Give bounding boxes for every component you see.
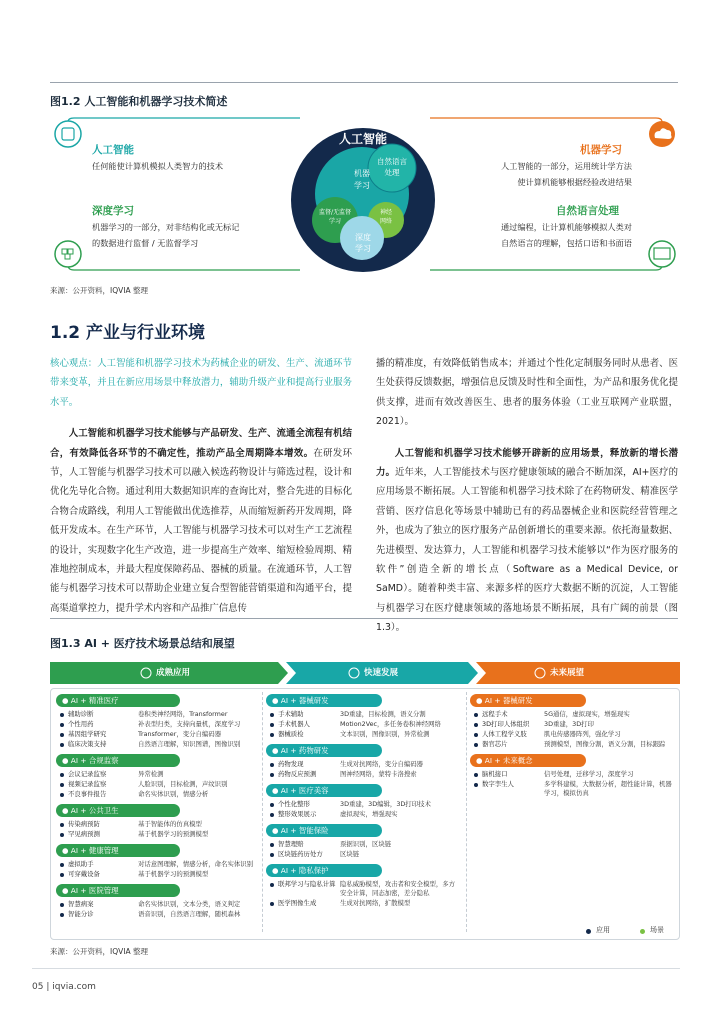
bullet [270,902,274,906]
scenario-name: 罕见病预测 [68,830,100,838]
section-title: 1.2 产业与行业环境 [50,323,206,343]
category-future-1: ● AI + 未来概念 [470,754,586,767]
bullet [270,813,274,817]
left-column [50,354,352,618]
scenario-name: 器官芯片 [482,740,508,748]
legend-scene-dot [640,929,645,934]
scenario-name: 脑机接口 [482,770,508,778]
scenario-row [474,770,670,779]
connector-ai [68,118,300,130]
category-fast-2: ● AI + 医疗美容 [266,784,382,797]
bullet [60,863,64,867]
scenario-row [270,850,466,859]
scenario-tech: 5G通信，虚拟现实，增强现实 [544,710,630,718]
scenario-tech: 肌电传感器阵列，强化学习 [544,730,621,738]
category-future-0: ● AI + 器械研发 [470,694,586,707]
scenario-row [60,830,256,839]
scenario-row [270,730,466,739]
connector-ml [430,118,662,130]
right-paragraph-body: 近年来，人工智能技术与医疗健康领域的融合不断加深，AI+医疗的应用场景不断拓展。人工智能和机器学习技术除了在药物研发、精准医学营销、医疗信息化等场景中辅助已有的药品器械企业和医院经营管理之外，也成为了独立的医疗服务产品创新增长的重要来源。依托海量数据、先进模型、发达算力，人工智能和机器学习技术能够以“作为医疗服务的软件”创造全新的增长点（Software as a Medical Device, or SaMD）。随着种类丰富、来源多样的医疗大数据不断的沉淀，人工智能与机器学习在医疗健康领域的落地场景不断拓展，具有广阔的前景（图 1.3）。 [376,467,678,634]
dl-desc-2: 的数据进行监督 / 无监督学习 [92,238,199,248]
monitor-icon [649,241,675,267]
bullet [270,853,274,857]
ml-desc-2: 使计算机能够根据经验改进结果 [517,177,632,187]
scenario-row [474,710,670,719]
scenario-row [60,730,256,739]
scenario-tech: 3D重建，3D打印 [544,720,594,728]
scenario-name: 联邦学习与隐私计算 [278,880,336,888]
bullet [60,733,64,737]
category-fast-0: ● AI + 器械研发 [266,694,382,707]
scenario-name: 虚拟助手 [68,860,94,868]
scenario-row [474,780,670,798]
bullet [474,713,478,717]
figure-1-3-title: 图1.3 AI + 医疗技术场景总结和展望 [50,637,235,650]
scenario-row [60,740,256,749]
scenario-tech: 信号处理，迁移学习，深度学习 [544,770,634,778]
scenario-name: 个性化整形 [278,800,310,808]
bullet [270,713,274,717]
bullet [60,913,64,917]
bullet [60,903,64,907]
category-fast-1: ● AI + 药物研发 [266,744,382,757]
scenario-row [270,840,466,849]
bullet [60,723,64,727]
top-rule [50,82,678,83]
bullet [60,823,64,827]
scenario-tech: 命名实体识别，文本分类，语义判定 [138,900,241,908]
figure-1-2-title: 图1.2 人工智能和机器学习技术简述 [50,95,228,108]
center-title: 人工智能 [338,132,387,146]
legend-app-dot [586,929,591,934]
left-paragraph-body: 在研发环节，人工智能与机器学习技术可以融入候选药物设计与筛选过程，设计和优化先导化合物。通过利用大数据知识库的查询比对，整合先进的目标化合物合成路线，利用人工智能做出优选推荐，从而缩短新药开发周期，降低开发成本。在生产环节，人工智能与机器学习技术可以对生产工艺流程的设计，实现数字化生产改造，进一步提高生产效率、缩短检验周期、精准地控制成本，并最大程度保障药品、器械的质量。在流通环节，人工智能与机器学习技术可以帮助企业建立复合型智能营销渠道和沟通平台，提高渠道掌控力，提升学术内容和产品推广信息传 [50,447,352,614]
bullet [60,873,64,877]
scenario-row [270,899,466,908]
stage3-label: 未来展望 [550,668,585,678]
right-paragraph-2 [376,444,678,638]
mature-column [56,692,260,936]
scenario-name: 整形效果展示 [278,810,317,818]
scenario-name: 数字孪生人 [482,780,514,788]
scenario-tech: 区块链 [340,850,360,858]
nlp-title: 自然语言处理 [556,205,619,217]
scenario-name: 会议记录监察 [68,770,107,778]
scenario-tech: 基于机器学习的预测模型 [138,830,209,838]
right-paragraph-lead: 人工智能和机器学习技术能够开辟新的应用场景，释放新的增长潜力。 [376,447,678,479]
divider-1 [262,692,263,932]
dl-desc-1: 机器学习的一部分，对非结构化或无标记 [92,222,240,232]
right-column [376,354,678,638]
scenario-tech: 3D重建，目标检测，语义分割 [340,710,426,718]
scenario-name: 智能分诊 [68,910,94,918]
bullet [270,883,274,887]
fig12-source: 来源：公开资料，IQVIA 整理 [50,286,148,295]
scenario-name: 临床决策支持 [68,740,107,748]
scenario-row [60,820,256,829]
bubble-supervised: 监督/无监督 学习 [318,209,352,225]
bullet [474,783,478,787]
right-paragraph-1: 播的精准度，有效降低销售成本；并通过个性化定制服务同时从患者、医生处获得反馈数据，增强信息反馈及时性和全面性，为产品和服务优化提供支撑，进而有效改善医生、患者的服务体验（工业互联网产业联盟，2021）。 [376,358,678,428]
scenario-tech: Motion2Vec，多任务卷积神经网络 [340,720,441,728]
scenario-tech: 异常检测 [138,770,164,778]
scenario-tech: 生成对抗网络，扩散模型 [340,899,411,907]
scenario-tech: 语音识别，自然语言理解，随机森林 [138,910,241,918]
nlp-desc-2: 自然语言的理解，包括口语和书面语 [500,238,632,248]
scenario-name: 医学图像生成 [278,899,317,907]
page-footer: 05 | iqvia.com [32,982,96,992]
scenario-row [474,730,670,739]
scenario-row [474,740,670,749]
scenario-tech: 基于机器学习的预测模型 [138,870,209,878]
connector-nlp [430,250,662,270]
scenario-row [60,900,256,909]
footer-rule [32,968,680,969]
bullet [60,713,64,717]
stage1-label: 成熟应用 [156,668,191,678]
scenario-row [270,760,466,769]
scenario-row [270,710,466,719]
scenario-name: 智慧理赔 [278,840,304,848]
bullet [474,733,478,737]
scenario-tech: Transformer，变分自编码器 [138,730,222,738]
scenario-row [60,710,256,719]
ai-desc: 任何能使计算机模拟人类智力的技术 [92,161,224,171]
fig13-source: 来源：公开资料，IQVIA 整理 [50,947,148,956]
left-paragraph-lead: 人工智能和机器学习技术能够与产品研发、生产、流通全流程有机结合，有效降低各环节的不确定性，推动产品全周期降本增效。 [50,428,352,459]
scenario-row [60,860,256,869]
scenario-row [270,810,466,819]
scenario-tech: 预测模型，图像分割，语义分割，目标跟踪 [544,740,666,748]
scenario-name: 区块链药历处方 [278,850,323,858]
scenario-row [270,720,466,729]
ml-desc-1: 人工智能的一部分，运用统计学方法 [500,161,632,171]
category-mature-4: ● AI + 医院管理 [56,884,180,897]
bullet [270,803,274,807]
scenario-name: 智慧病案 [68,900,94,908]
scenario-tech: 3D重建，3D编辑，3D打印技术 [340,800,431,808]
mid-rule [50,618,678,619]
category-mature-0: ● AI + 精准医疗 [56,694,180,707]
bubble-nlp: 自然语言 处理 [377,157,407,177]
scenario-row [60,780,256,789]
scenario-name: 远程手术 [482,710,508,718]
scenario-tech: 生成对抗网络，变分自编码器 [340,760,424,768]
bullet [60,833,64,837]
bubble-nn: 神经 网络 [379,209,392,225]
scenario-name: 传染病预防 [68,820,100,828]
scenario-name: 手术辅助 [278,710,304,718]
bullet [60,783,64,787]
category-fast-4: ● AI + 隐私保护 [266,864,382,877]
bubble-dl: 深度 学习 [355,233,371,253]
scenario-name: 基因组学研究 [68,730,107,738]
scenario-tech: 基于智能体的仿真模型 [138,820,202,828]
bullet [60,793,64,797]
stage2-label: 快速发展 [364,668,399,678]
bullet [270,723,274,727]
bullet [474,773,478,777]
scenario-name: 人体工程学义肢 [482,730,527,738]
scenario-tech: 自然语言理解，知识图谱，图像识别 [138,740,241,748]
scenario-name: 可穿戴设备 [68,870,100,878]
scenario-name: 手术机器人 [278,720,310,728]
scenario-row [270,800,466,809]
key-point: 核心观点：人工智能和机器学习技术为药械企业的研发、生产、流通环节带来变革，并且在新应用场景中释放潜力，辅助升级产业和提高行业服务水平。 [50,358,352,408]
scenario-name: 药物发现 [278,760,304,768]
scenario-row [270,770,466,779]
scenario-row [60,910,256,919]
scenario-tech: 隐私威胁模型，攻击者和安全模型，多方安全计算，同态加密，差分隐私 [340,880,456,897]
category-mature-3: ● AI + 健康管理 [56,844,180,857]
fast-column [266,692,462,936]
scenario-name: 3D打印人体组织 [482,720,530,728]
future-column [470,692,676,936]
left-paragraph [50,424,352,618]
dl-title: 深度学习 [92,205,134,217]
scenario-tech: 票据识别，区块链 [340,840,392,848]
bullet [270,773,274,777]
scenario-tech: 对话意图理解，情感分析，命名实体识别 [138,860,254,868]
scenario-name: 个性用药 [68,720,94,728]
bullet [270,843,274,847]
bullet [60,743,64,747]
category-mature-2: ● AI + 公共卫生 [56,804,180,817]
ml-title: 机器学习 [580,144,622,156]
bullet [60,773,64,777]
category-fast-3: ● AI + 智能保险 [266,824,382,837]
scenario-tech: 人脸识别，目标检测，声纹识别 [138,780,228,788]
scenario-name: 器械质检 [278,730,304,738]
scenario-name: 辅助诊断 [68,710,94,718]
ai-title: 人工智能 [92,144,134,156]
bubble-ml: 机器 学习 [354,169,370,190]
brain-icon [55,121,81,147]
nlp-desc-1: 通过编程，让计算机能够模拟人类对 [500,222,632,232]
scenario-row [60,770,256,779]
scenario-tech: 虚拟现实，增强现实 [340,810,398,818]
bullet [270,763,274,767]
scenario-row [60,720,256,729]
scenario-row [270,880,466,898]
connector-dl [68,250,300,270]
scenario-name: 药物反应预测 [278,770,317,778]
scenario-name: 视频记录监察 [68,780,107,788]
scenario-row [60,870,256,879]
scenario-name: 不良事件报告 [68,790,107,798]
scenario-tech: 补表型归类，支持向量机，深度学习 [138,720,241,728]
bullet [474,723,478,727]
scenario-row [474,720,670,729]
scenario-row [60,790,256,799]
scenario-tech: 卷积类神经网络，Transformer [138,710,228,718]
scenario-tech: 多学科建模，大数据分析，超性能计算，机器学习，模拟仿真 [544,780,672,797]
bullet [474,743,478,747]
scenario-tech: 命名实体识别，情感分析 [138,790,209,798]
legend-scene: 场景 [650,926,664,934]
divider-2 [466,692,467,932]
legend-app: 应用 [596,926,610,934]
bullet [270,733,274,737]
category-mature-1: ● AI + 合规监察 [56,754,180,767]
scenario-tech: 图神经网络，蒙特卡洛搜索 [340,770,417,778]
scenario-tech: 文本识别，图像识别，异常检测 [340,730,430,738]
